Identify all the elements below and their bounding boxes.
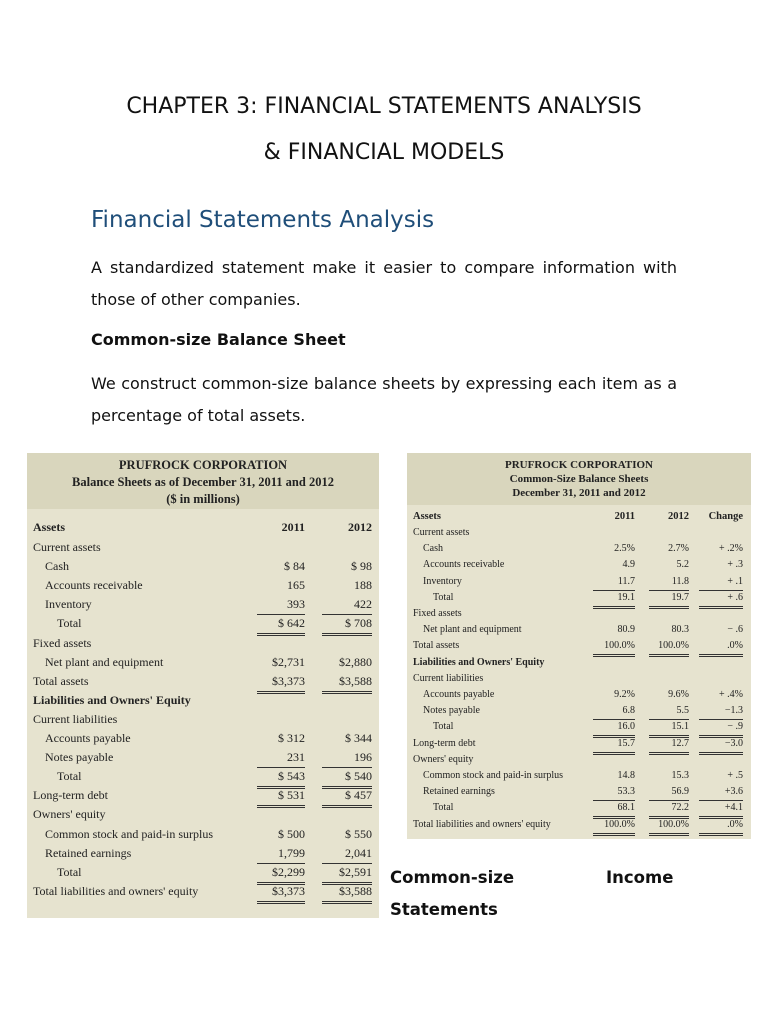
table-row xyxy=(407,574,751,590)
row-label: Notes payable xyxy=(45,750,114,765)
table-row xyxy=(407,703,751,719)
row-value-v1: $ 531 xyxy=(257,786,305,808)
row-value-v3: + .2% xyxy=(719,543,743,555)
table-row xyxy=(27,863,379,882)
row-value-v3: +4.1 xyxy=(699,800,743,819)
row-value-v3: − .6 xyxy=(727,624,743,636)
row-value-v3: +3.6 xyxy=(699,784,743,801)
row-value-v3: + .6 xyxy=(699,590,743,609)
row-value-v2: 12.7 xyxy=(649,736,689,755)
row-value-v3: + .3 xyxy=(727,559,743,571)
row-label: Owners' equity xyxy=(33,807,106,822)
row-label: Accounts receivable xyxy=(45,578,143,593)
table-row xyxy=(407,768,751,784)
subheading: Common-size Balance Sheet xyxy=(91,330,346,349)
row-value-v1: $ 84 xyxy=(284,559,305,574)
row-value-v2: 15.1 xyxy=(649,719,689,738)
chapter-title-line-2: & FINANCIAL MODELS xyxy=(263,140,505,165)
column-header-assets: Assets xyxy=(413,511,441,522)
row-label: Owners' equity xyxy=(413,753,474,765)
balance-sheet-table xyxy=(27,453,379,918)
table-row xyxy=(407,590,751,606)
row-value-v2: $3,588 xyxy=(322,882,372,904)
table-date: December 31, 2011 and 2012 xyxy=(512,487,646,499)
row-value-v1: 68.1 xyxy=(593,800,635,819)
row-value-v2: $2,880 xyxy=(339,654,372,669)
row-value-v1: $ 312 xyxy=(278,731,305,745)
row-value-v3: − .9 xyxy=(699,719,743,738)
row-label: Notes payable xyxy=(423,705,480,717)
row-value-v2: 5.2 xyxy=(676,559,689,571)
row-label: Total liabilities and owners' equity xyxy=(413,818,551,830)
row-value-v1: 231 xyxy=(257,748,305,768)
row-value-v2: $2,591 xyxy=(322,863,372,885)
row-value-v3: −1.3 xyxy=(699,703,743,720)
table-row xyxy=(407,541,751,557)
row-value-v2: 100.0% xyxy=(649,817,689,836)
row-label: Liabilities and Owners' Equity xyxy=(33,692,191,707)
row-label: Current liabilities xyxy=(33,711,118,726)
row-value-v2: 11.8 xyxy=(649,574,689,591)
row-label: Total xyxy=(57,616,82,631)
row-value-v2: 56.9 xyxy=(649,784,689,801)
table-row xyxy=(407,655,751,671)
column-header-change: Change xyxy=(708,511,743,522)
row-value-v3: + .5 xyxy=(727,770,743,781)
row-label: Liabilities and Owners' Equity xyxy=(413,656,545,668)
table-row xyxy=(27,672,379,691)
row-value-v2: 100.0% xyxy=(649,638,689,657)
row-label: Total liabilities and owners' equity xyxy=(33,883,199,898)
row-value-v1: $3,373 xyxy=(257,672,305,694)
table-row xyxy=(407,736,751,752)
table-row xyxy=(407,752,751,768)
row-label: Retained earnings xyxy=(45,845,132,860)
caption-common-size: Common-size xyxy=(390,868,515,887)
row-value-v1: 4.9 xyxy=(622,559,635,571)
row-value-v2: 72.2 xyxy=(649,800,689,819)
row-label: Accounts payable xyxy=(45,731,131,745)
row-value-v2: 9.6% xyxy=(668,689,689,700)
table-row xyxy=(27,805,379,824)
row-value-v2: $ 344 xyxy=(345,731,372,745)
row-value-v1: 6.8 xyxy=(593,703,635,720)
table-row xyxy=(27,786,379,805)
caption-income: Income xyxy=(606,868,674,887)
row-value-v2: $ 708 xyxy=(322,614,372,636)
table-row xyxy=(27,653,379,672)
table-row xyxy=(407,687,751,703)
row-value-v2: 5.5 xyxy=(649,703,689,720)
row-value-v2: 15.3 xyxy=(671,770,689,781)
row-value-v3: −3.0 xyxy=(699,736,743,755)
table-row xyxy=(407,557,751,573)
row-label: Total xyxy=(57,769,82,784)
row-label: Net plant and equipment xyxy=(45,654,164,669)
row-value-v1: 100.0% xyxy=(593,638,635,657)
row-value-v1: $ 543 xyxy=(257,767,305,789)
table-row xyxy=(27,767,379,786)
table-row xyxy=(27,634,379,653)
table-row xyxy=(407,817,751,833)
row-value-v1: 53.3 xyxy=(593,784,635,801)
common-size-balance-sheet-table xyxy=(407,453,751,839)
table-row xyxy=(27,748,379,767)
row-label: Current assets xyxy=(33,540,101,554)
row-label: Total xyxy=(433,591,454,603)
table-row xyxy=(27,614,379,633)
row-label: Total assets xyxy=(413,640,460,652)
row-label: Fixed assets xyxy=(33,635,92,650)
table-row xyxy=(27,691,379,710)
table-row xyxy=(27,882,379,901)
row-label: Fixed assets xyxy=(413,608,462,619)
row-value-v2: 422 xyxy=(322,595,372,615)
row-value-v1: $3,373 xyxy=(257,882,305,904)
row-label: Long-term debt xyxy=(33,788,108,803)
table-row xyxy=(27,825,379,844)
row-value-v3: + .4% xyxy=(719,689,743,700)
row-value-v1: $2,731 xyxy=(272,654,305,669)
row-value-v2: $ 550 xyxy=(345,826,372,841)
column-header-2011: 2011 xyxy=(614,511,635,522)
row-value-v3: .0% xyxy=(699,817,743,836)
intro-paragraph: A standardized statement make it easier to compare information with those of other companies. xyxy=(91,258,677,309)
row-label: Net plant and equipment xyxy=(423,624,522,636)
row-label: Inventory xyxy=(45,597,92,612)
row-label: Total assets xyxy=(33,673,89,688)
row-label: Accounts receivable xyxy=(423,559,505,571)
row-value-v1: 165 xyxy=(287,578,305,593)
row-label: Total xyxy=(433,802,454,814)
row-value-v1: $ 642 xyxy=(257,614,305,636)
table-row xyxy=(27,710,379,729)
row-value-v1: 2.5% xyxy=(614,543,635,555)
row-value-v1: 16.0 xyxy=(593,719,635,738)
row-value-v1: 100.0% xyxy=(593,817,635,836)
table-row xyxy=(27,595,379,614)
row-value-v2: 80.3 xyxy=(671,624,689,636)
table-company-name: PRUFROCK CORPORATION xyxy=(118,458,288,472)
row-value-v2: $ 457 xyxy=(322,786,372,808)
table-row xyxy=(407,622,751,638)
row-value-v1: 393 xyxy=(257,595,305,615)
row-label: Long-term debt xyxy=(413,737,476,749)
row-label: Current assets xyxy=(413,527,470,538)
row-value-v1: 14.8 xyxy=(617,770,635,781)
row-label: Total xyxy=(433,721,454,733)
row-label: Inventory xyxy=(423,575,462,587)
table-company-name: PRUFROCK CORPORATION xyxy=(505,459,653,471)
table-row xyxy=(407,784,751,800)
table-column-header xyxy=(407,509,751,525)
column-header-2012: 2012 xyxy=(668,511,689,522)
row-value-v3: .0% xyxy=(699,638,743,657)
row-label: Total xyxy=(57,864,82,879)
section-heading: Financial Statements Analysis xyxy=(91,207,435,233)
row-value-v2: 196 xyxy=(322,748,372,768)
table-units: ($ in millions) xyxy=(166,492,240,506)
row-value-v2: 188 xyxy=(354,578,372,593)
chapter-title-line-1: CHAPTER 3: FINANCIAL STATEMENTS ANALYSIS xyxy=(126,94,642,119)
row-value-v2: 19.7 xyxy=(649,590,689,609)
table-row xyxy=(27,557,379,576)
row-label: Cash xyxy=(423,543,443,555)
row-value-v1: $2,299 xyxy=(257,863,305,885)
row-value-v2: 2.7% xyxy=(668,543,689,555)
row-value-v2: $ 540 xyxy=(322,767,372,789)
table-row xyxy=(27,538,379,557)
row-value-v3: + .1 xyxy=(699,574,743,591)
row-value-v1: 15.7 xyxy=(593,736,635,755)
caption-statements: Statements xyxy=(390,900,498,919)
row-value-v2: $ 98 xyxy=(351,559,372,574)
row-label: Common stock and paid-in surplus xyxy=(423,770,563,781)
table-subtitle: Balance Sheets as of December 31, 2011 and 2012 xyxy=(72,475,334,489)
row-value-v1: 19.1 xyxy=(593,590,635,609)
table-column-header xyxy=(27,518,379,537)
table-row xyxy=(407,800,751,816)
table-row xyxy=(407,719,751,735)
table-subtitle: Common-Size Balance Sheets xyxy=(509,473,649,485)
row-label: Retained earnings xyxy=(423,786,495,798)
table-row xyxy=(27,844,379,863)
column-header-2012: 2012 xyxy=(348,520,372,534)
body-paragraph: We construct common-size balance sheets by expressing each item as a percentage of total assets. xyxy=(91,374,677,425)
row-value-v1: $ 500 xyxy=(278,826,305,841)
table-row xyxy=(407,638,751,654)
table-row xyxy=(27,729,379,748)
table-row xyxy=(407,525,751,541)
row-value-v2: 2,041 xyxy=(322,844,372,864)
table-row xyxy=(407,606,751,622)
row-value-v1: 9.2% xyxy=(614,689,635,700)
row-label: Common stock and paid-in surplus xyxy=(45,826,213,841)
row-label: Accounts payable xyxy=(423,689,495,700)
row-label: Cash xyxy=(45,559,69,574)
row-value-v1: 80.9 xyxy=(617,624,635,636)
row-value-v2: $3,588 xyxy=(322,672,372,694)
row-value-v1: 1,799 xyxy=(257,844,305,864)
table-row xyxy=(27,576,379,595)
row-value-v1: 11.7 xyxy=(593,574,635,591)
column-header-2011: 2011 xyxy=(281,520,305,534)
row-label: Current liabilities xyxy=(413,672,484,684)
table-row xyxy=(407,671,751,687)
column-header-assets: Assets xyxy=(33,520,65,534)
